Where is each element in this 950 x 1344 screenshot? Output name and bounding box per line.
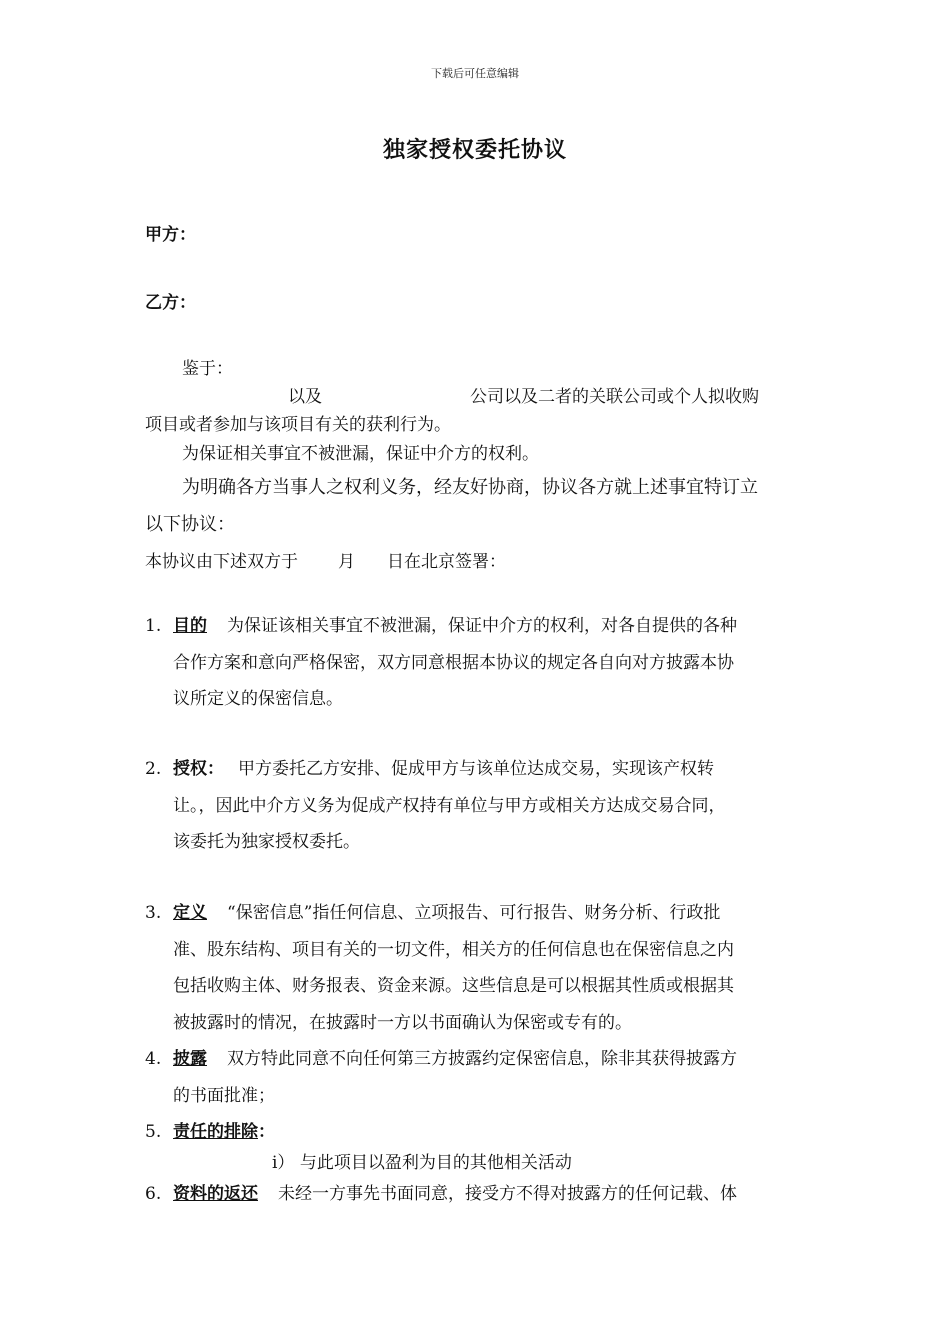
- clause-term: 披露: [173, 1049, 207, 1069]
- signing-line: [145, 551, 506, 573]
- signing-text-c: 日在北京签署：: [387, 552, 506, 572]
- clause-number: 6.: [145, 1184, 162, 1204]
- clause-text: “保密信息”指任何信息、立项报告、可行报告、财务分析、行政批: [227, 903, 721, 923]
- clause-4-first-line: [145, 1048, 737, 1070]
- clause-number: 3.: [145, 903, 162, 923]
- intro-line1-a: 以及: [288, 387, 322, 407]
- clause-number: 2.: [145, 759, 162, 779]
- clause-5-subitem: i） 与此项目以盈利为目的其他相关活动: [272, 1153, 572, 1173]
- clause-term: 定义: [173, 903, 207, 923]
- clause-text: 甲方委托乙方安排、促成甲方与该单位达成交易，实现该产权转: [238, 759, 714, 779]
- intro-line1-b: 公司以及二者的关联公司或个人拟收购: [470, 387, 759, 407]
- clause-text: 该委托为独家授权委托。: [173, 832, 360, 852]
- intro-line4: 为明确各方当事人之权利义务，经友好协商，协议各方就上述事宜特订立: [182, 477, 758, 498]
- clause-text: 合作方案和意向严格保密，双方同意根据本协议的规定各自向对方披露本协: [173, 653, 734, 673]
- clause-text: 双方特此同意不向任何第三方披露约定保密信息，除非其获得披露方: [227, 1049, 737, 1069]
- clause-term: 目的: [173, 616, 207, 636]
- document-title: 独家授权委托协议: [382, 138, 567, 163]
- clause-6-first-line: [145, 1183, 737, 1205]
- clause-3-first-line: [145, 902, 720, 924]
- clause-text: 准、股东结构、项目有关的一切文件，相关方的任何信息也在保密信息之内: [173, 940, 734, 960]
- clause-term: 资料的返还: [173, 1184, 258, 1204]
- party-b-label: 乙方：: [145, 293, 196, 313]
- clause-term: 责任的排除: [173, 1122, 258, 1142]
- party-a-label: 甲方：: [145, 225, 196, 245]
- signing-text-a: 本协议由下述双方于: [145, 552, 298, 572]
- clause-text: 让。，因此中介方义务为促成产权持有单位与甲方或相关方达成交易合同，: [173, 796, 726, 816]
- clause-5-first-line: [145, 1121, 275, 1143]
- clause-1-first-line: [145, 615, 737, 637]
- clause-term: 授权：: [173, 759, 224, 779]
- clause-text: 未经一方事先书面同意，接受方不得对披露方的任何记载、体: [278, 1184, 737, 1204]
- whereas-label: 鉴于：: [182, 359, 233, 379]
- intro-line3: 为保证相关事宜不被泄漏，保证中介方的权利。: [182, 444, 539, 464]
- clause-term-suffix: ：: [258, 1122, 275, 1142]
- intro-line2: 项目或者参加与该项目有关的获利行为。: [145, 415, 451, 435]
- clause-number: 5.: [145, 1122, 162, 1142]
- clause-number: 1.: [145, 616, 162, 636]
- clause-text: 包括收购主体、财务报表、资金来源。这些信息是可以根据其性质或根据其: [173, 976, 734, 996]
- clause-text: 议所定义的保密信息。: [173, 689, 343, 709]
- signing-text-b: 月: [338, 552, 355, 572]
- clause-2-first-line: [145, 758, 714, 780]
- clause-text: 为保证该相关事宜不被泄漏，保证中介方的权利，对各自提供的各种: [227, 616, 737, 636]
- intro-line5: 以下协议：: [145, 514, 235, 535]
- clause-text: 的书面批准；: [173, 1086, 275, 1106]
- clause-text: 被披露时的情况，在披露时一方以书面确认为保密或专有的。: [173, 1013, 632, 1033]
- clause-number: 4.: [145, 1049, 162, 1069]
- header-note: 下载后可任意编辑: [431, 67, 519, 80]
